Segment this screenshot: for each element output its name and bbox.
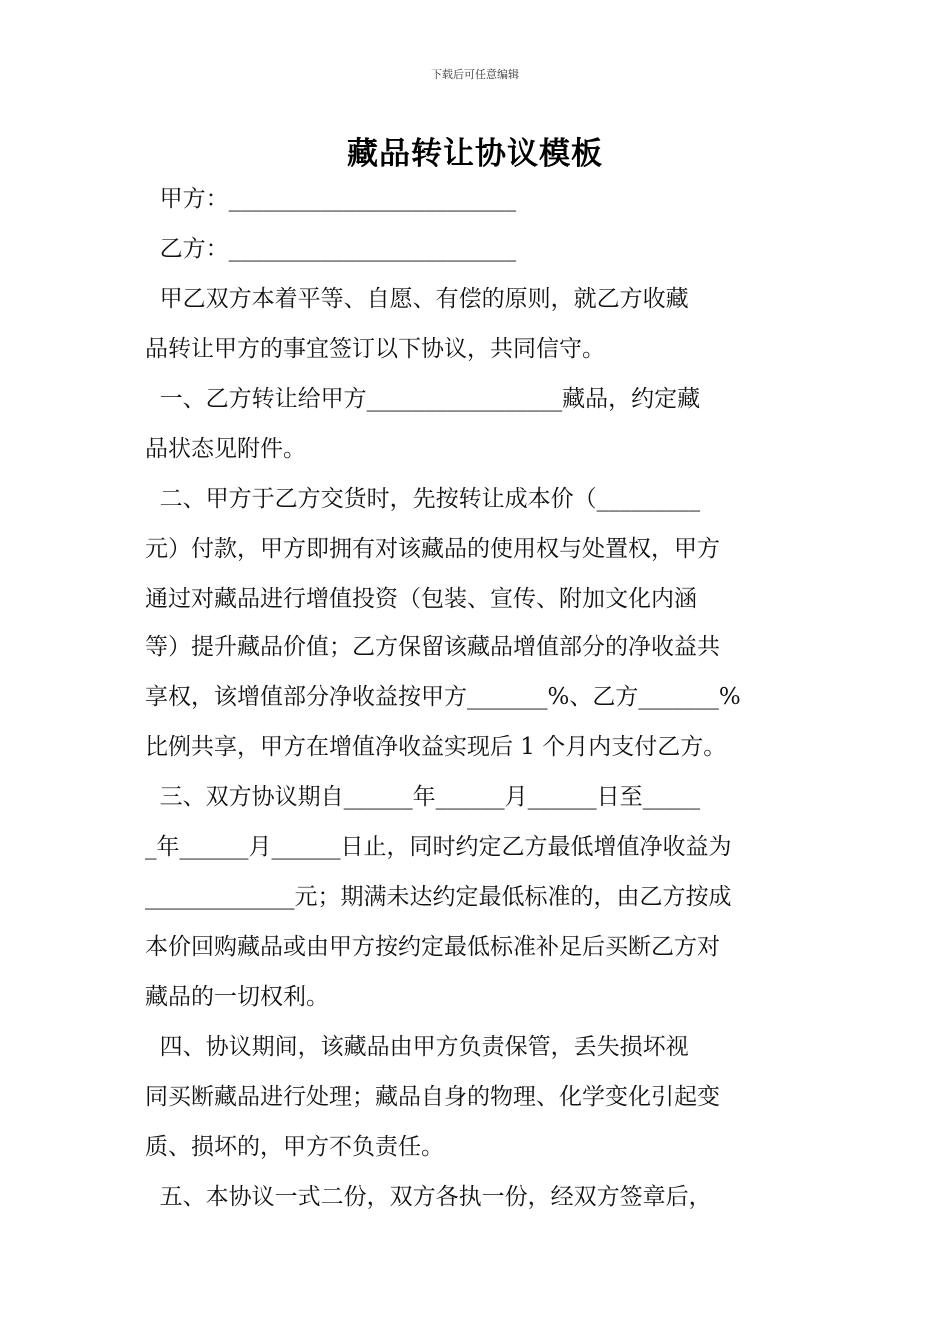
- body-line: 元）付款，甲方即拥有对该藏品的使用权与处置权，甲方: [145, 536, 720, 562]
- body-line: _____________元；期满未达约定最低标准的，由乙方按成: [145, 884, 732, 910]
- body-line: 五、本协议一式二份，双方各执一份，经双方签章后，: [145, 1184, 712, 1210]
- body-line: 等）提升藏品价值；乙方保留该藏品增值部分的净收益共: [145, 634, 720, 660]
- body-line: 质、损坏的，甲方不负责任。: [145, 1134, 444, 1160]
- body-line: 比例共享，甲方在增值净收益实现后 1 个月内支付乙方。: [145, 734, 727, 760]
- body-line: _年______月______日止，同时约定乙方最低增值净收益为: [145, 834, 732, 860]
- body-line: 一、乙方转让给甲方_________________藏品，约定藏: [145, 386, 701, 412]
- header-note: 下载后可任意编辑: [431, 68, 519, 81]
- body-line: 同买断藏品进行处理；藏品自身的物理、化学变化引起变: [145, 1084, 720, 1110]
- body-line: 甲乙双方本着平等、自愿、有偿的原则，就乙方收藏: [145, 286, 689, 312]
- body-line: 享权，该增值部分净收益按甲方_______%、乙方_______%: [145, 684, 741, 710]
- party-b-line: 乙方：_________________________: [145, 236, 517, 262]
- body-line: 二、甲方于乙方交货时，先按转让成本价（_________: [145, 486, 701, 512]
- document-title: 藏品转让协议模板: [347, 136, 603, 172]
- body-line: 四、协议期间，该藏品由甲方负责保管，丢失损坏视: [145, 1034, 689, 1060]
- body-line: 本价回购藏品或由甲方按约定最低标准补足后买断乙方对: [145, 934, 720, 960]
- party-a-line: 甲方：_________________________: [145, 186, 517, 212]
- body-line: 品转让甲方的事宜签订以下协议，共同信守。: [145, 336, 605, 362]
- body-line: 通过对藏品进行增值投资（包装、宣传、附加文化内涵: [145, 586, 697, 612]
- body-line: 品状态见附件。: [145, 436, 306, 462]
- body-line: 三、双方协议期自______年______月______日至_____: [145, 784, 701, 810]
- body-line: 藏品的一切权利。: [145, 984, 329, 1010]
